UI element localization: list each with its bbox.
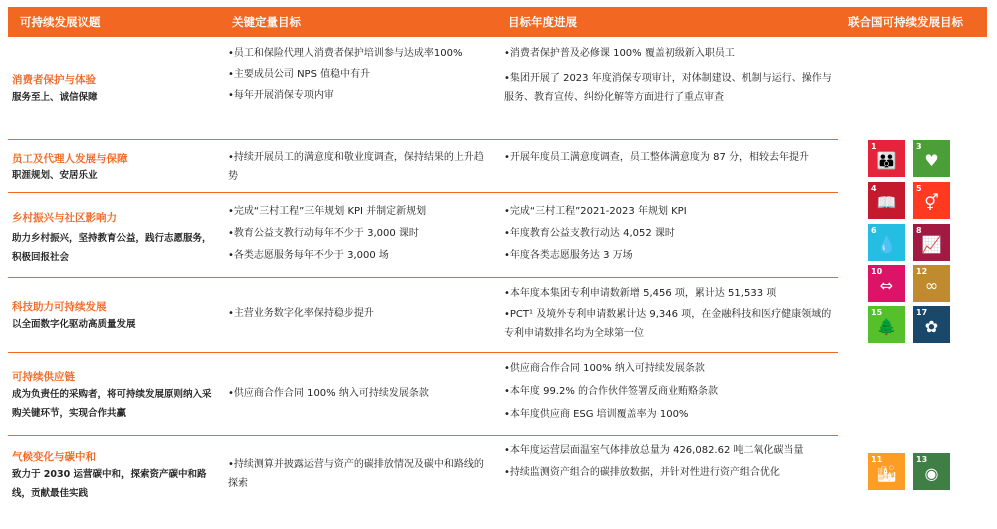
target-item: •供应商合作合同 100% 纳入可持续发展条款 bbox=[228, 388, 429, 399]
topic-subtitle: 服务至上、诚信保障 bbox=[12, 92, 98, 103]
progress-item: •开展年度员工满意度调查，员工整体满意度为 87 分，相较去年提升 bbox=[504, 152, 809, 163]
target-item: •持续开展员工的满意度和敬业度调查，保持结果的上升趋势 bbox=[228, 152, 484, 182]
target-list bbox=[228, 304, 488, 323]
sdg-goal-4-tile bbox=[868, 182, 905, 219]
progress-item: •年度教育公益支教行动达 4,052 课时 bbox=[504, 228, 675, 239]
target-item: •教育公益支教行动每年不少于 3,000 课时 bbox=[228, 228, 419, 239]
progress-item: •年度各类志愿服务达 3 万场 bbox=[504, 250, 633, 261]
header-sdg: 联合国可持续发展目标 bbox=[848, 15, 963, 29]
target-list bbox=[228, 384, 488, 403]
progress-list bbox=[504, 284, 834, 343]
row-divider bbox=[8, 192, 838, 193]
topic-title: 气候变化与碳中和 bbox=[12, 451, 96, 463]
row-divider bbox=[8, 435, 838, 436]
target-item: •员工和保险代理人消费者保护培训参与达成率100% bbox=[228, 48, 463, 59]
partnership-icon: ✿ bbox=[924, 317, 939, 336]
sdg-goal-3-tile bbox=[913, 140, 950, 177]
progress-list bbox=[504, 148, 834, 167]
sdg-goal-8-tile bbox=[913, 224, 950, 261]
topic-subtitle: 职涯规划、安居乐业 bbox=[12, 170, 98, 181]
progress-item: •本年度 99.2% 的合作伙伴签署反商业贿赂条款 bbox=[504, 386, 719, 397]
sdg-goal-5-tile bbox=[913, 182, 950, 219]
progress-item: •完成“三村工程”2021-2023 年规划 KPI bbox=[504, 206, 687, 217]
sdg-goal-1-tile bbox=[868, 140, 905, 177]
sdg-goal-number: 11 bbox=[871, 455, 883, 464]
sdg-goal-number: 4 bbox=[871, 184, 877, 193]
progress-item: •本年度运营层面温室气体排放总量为 426,082.62 吨二氧化碳当量 bbox=[504, 445, 804, 456]
sdg-goal-11-tile bbox=[868, 453, 905, 490]
progress-item: •集团开展了 2023 年度消保专项审计，对体制建设、机制与运行、操作与服务、教育宣传、纠纷化解等方面进行了重点审查 bbox=[504, 73, 832, 103]
tree-icon: 🌲 bbox=[876, 317, 897, 336]
sdg-goal-number: 3 bbox=[916, 142, 922, 151]
reduced-inequality-icon: ⇔ bbox=[879, 276, 894, 295]
topic-title: 消费者保护与体验 bbox=[12, 74, 96, 86]
sdg-goal-15-tile bbox=[868, 306, 905, 343]
progress-item: •供应商合作合同 100% 纳入可持续发展条款 bbox=[504, 363, 705, 374]
city-icon: 🏙 bbox=[876, 464, 897, 483]
topic-subtitle: 助力乡村振兴，坚持教育公益，践行志愿服务，积极回报社会 bbox=[12, 233, 212, 263]
sdg-goal-13-tile bbox=[913, 453, 950, 490]
sdg-goal-number: 15 bbox=[871, 308, 883, 317]
target-list bbox=[228, 455, 488, 493]
table-header bbox=[8, 7, 987, 37]
topic-title: 乡村振兴与社区影响力 bbox=[12, 212, 117, 224]
target-list bbox=[228, 44, 488, 105]
topic-title: 科技助力可持续发展 bbox=[12, 301, 107, 313]
topic-subtitle: 致力于 2030 运营碳中和，探索资产碳中和路线，贡献最佳实践 bbox=[12, 469, 207, 499]
sdg-goal-17-tile bbox=[913, 306, 950, 343]
topic-title: 可持续供应链 bbox=[12, 371, 75, 383]
sdg-goal-number: 5 bbox=[916, 184, 922, 193]
progress-list bbox=[504, 202, 834, 265]
sdg-goal-number: 8 bbox=[916, 226, 922, 235]
row-divider bbox=[8, 352, 838, 353]
progress-item: •本年度本集团专利申请数新增 5,456 项，累计达 51,533 项 bbox=[504, 288, 777, 299]
sdg-goal-number: 12 bbox=[916, 267, 928, 276]
sdg-goal-12-tile bbox=[913, 265, 950, 302]
sdg-goal-6-tile bbox=[868, 224, 905, 261]
sdg-goal-number: 17 bbox=[916, 308, 928, 317]
sdg-goal-number: 6 bbox=[871, 226, 877, 235]
sdg-goal-10-tile bbox=[868, 265, 905, 302]
sdg-goal-number: 1 bbox=[871, 142, 877, 151]
target-item: •主营业务数字化率保持稳步提升 bbox=[228, 308, 374, 319]
target-list bbox=[228, 202, 488, 265]
target-item: •持续测算并披露运营与资产的碳排放情况及碳中和路线的探索 bbox=[228, 459, 484, 489]
topic-subtitle: 成为负责任的采购者，将可持续发展原则纳入采购关键环节，实现合作共赢 bbox=[12, 389, 212, 419]
progress-item: •本年度供应商 ESG 培训覆盖率为 100% bbox=[504, 409, 689, 420]
water-drop-icon: 💧 bbox=[876, 235, 897, 254]
book-icon: 📖 bbox=[876, 193, 897, 212]
growth-chart-icon: 📈 bbox=[921, 235, 942, 254]
people-icon: 👪 bbox=[876, 151, 897, 170]
row-divider bbox=[8, 139, 838, 140]
topic-title: 员工及代理人发展与保障 bbox=[12, 153, 128, 165]
progress-list bbox=[504, 44, 834, 107]
progress-list bbox=[504, 441, 834, 482]
progress-item: •PCT¹ 及境外专利申请数累计达 9,346 项，在金融科技和医疗健康领域的专利申请数排名均为全球第一位 bbox=[504, 309, 832, 339]
target-item: •完成“三村工程”三年规划 KPI 并制定新规划 bbox=[228, 206, 427, 217]
infinity-icon: ∞ bbox=[924, 276, 939, 295]
eye-earth-icon: ◉ bbox=[924, 464, 939, 483]
row-divider bbox=[8, 277, 838, 278]
header-targets: 关键定量目标 bbox=[232, 15, 301, 29]
target-item: •每年开展消保专项内审 bbox=[228, 90, 334, 101]
target-item: •各类志愿服务每年不少于 3,000 场 bbox=[228, 250, 389, 261]
header-progress: 目标年度进展 bbox=[508, 15, 577, 29]
gender-equality-icon: ⚥ bbox=[924, 193, 939, 212]
header-topic: 可持续发展议题 bbox=[20, 15, 101, 29]
target-list bbox=[228, 148, 488, 186]
progress-item: •持续监测资产组合的碳排放数据，并针对性进行资产组合优化 bbox=[504, 467, 780, 478]
sdg-goal-number: 13 bbox=[916, 455, 928, 464]
target-item: •主要成员公司 NPS 值稳中有升 bbox=[228, 69, 371, 80]
sdg-goal-number: 10 bbox=[871, 267, 883, 276]
heartbeat-icon: ♥ bbox=[924, 151, 939, 170]
progress-list bbox=[504, 359, 834, 424]
progress-item: •消费者保护普及必修课 100% 覆盖初级新入职员工 bbox=[504, 48, 735, 59]
topic-subtitle: 以全面数字化驱动高质量发展 bbox=[12, 319, 136, 330]
